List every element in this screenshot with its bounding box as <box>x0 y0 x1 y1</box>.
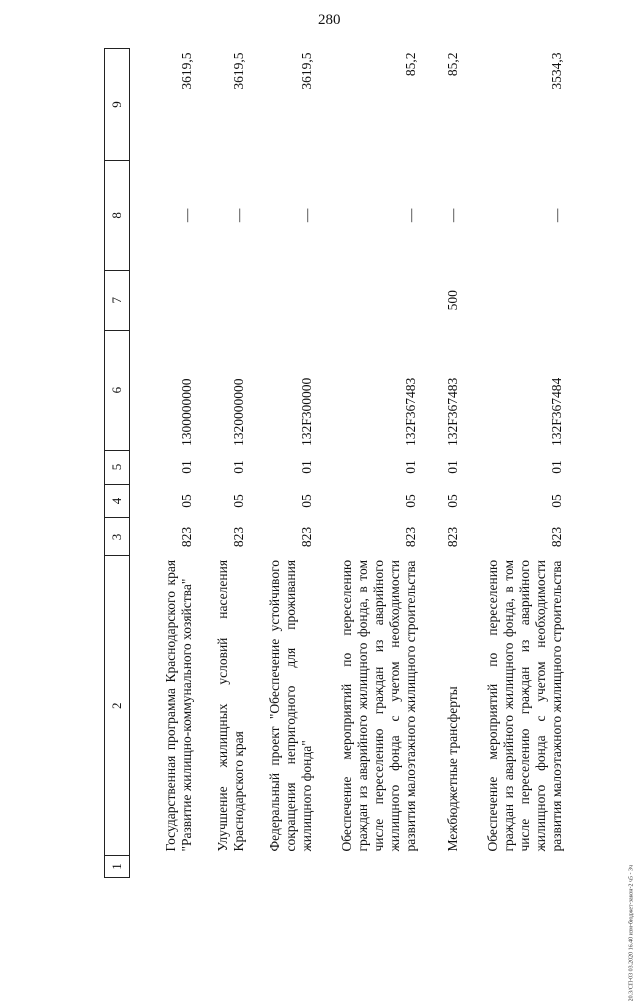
side-note: 20.3/СП-03 03.2020 16.40 изм-бюджет-закон-2 ч5 - 3ч <box>628 865 634 1001</box>
cell-c8: — <box>231 208 247 223</box>
cell-c4: 05 <box>445 494 461 508</box>
cell-c9: 85,2 <box>403 52 419 77</box>
cell-c4: 05 <box>179 494 195 508</box>
table-row <box>464 49 568 878</box>
header-cell: 4 <box>105 484 130 518</box>
cell-c5: 01 <box>549 460 565 474</box>
cell-c8: — <box>445 208 461 223</box>
cell-c4: 05 <box>231 494 247 508</box>
header-cell: 8 <box>105 160 130 270</box>
row-name: Государственная программа Краснодарского края "Развитие жилищно-коммунального хозяйства" <box>163 559 195 852</box>
cell-c9: 3619,5 <box>299 52 315 90</box>
cell-c8: — <box>403 208 419 223</box>
cell-c9: 85,2 <box>445 52 461 77</box>
cell-c8: — <box>179 208 195 223</box>
cell-c5: 01 <box>403 460 419 474</box>
cell-c7 <box>250 270 318 330</box>
cell-c5: 01 <box>299 460 315 474</box>
cell-c4: 05 <box>403 494 419 508</box>
cell-c8: — <box>549 208 565 223</box>
cell-c7 <box>318 270 422 330</box>
header-cell: 9 <box>105 49 130 161</box>
header-cell: 2 <box>105 556 130 856</box>
header-cell: 3 <box>105 518 130 556</box>
header-cell: 7 <box>105 270 130 330</box>
cell-c5: 01 <box>445 460 461 474</box>
cell-c5: 01 <box>231 460 247 474</box>
cell-c6: 132F367483 <box>445 377 461 447</box>
cell-c9: 3534,3 <box>549 52 565 90</box>
budget-table <box>104 48 568 878</box>
cell-c4: 05 <box>299 494 315 508</box>
header-row <box>105 49 130 878</box>
table-row <box>198 49 250 878</box>
cell-c8: — <box>299 208 315 223</box>
header-cell: 5 <box>105 450 130 484</box>
cell-c3: 823 <box>231 526 247 548</box>
cell-c6: 132F300000 <box>299 377 315 447</box>
cell-c9: 3619,5 <box>179 52 195 90</box>
cell-c6: 132F367484 <box>549 377 565 447</box>
table-row <box>318 49 422 878</box>
row-name: Межбюджетные трансферты <box>445 686 461 852</box>
cell-c7 <box>464 270 568 330</box>
cell-c7 <box>198 270 250 330</box>
table-row <box>130 49 198 878</box>
cell-c5: 01 <box>179 460 195 474</box>
cell-c6: 1320000000 <box>231 378 247 447</box>
rotated-table-container <box>104 48 604 878</box>
cell-c3: 823 <box>549 526 565 548</box>
cell-c6: 1300000000 <box>179 378 195 447</box>
row-name: Улучшение жилищных условий населения Краснодарского края <box>215 559 247 852</box>
row-name: Обеспечение мероприятий по переселению граждан из аварийного жилищного фонда, в том числе переселению граждан из аварийного жилищного фонда с учетом необходимости развития малоэтажного жилищного строительства <box>338 559 419 852</box>
cell-c3: 823 <box>403 526 419 548</box>
cell-c9: 3619,5 <box>231 52 247 90</box>
table-row <box>422 49 464 878</box>
cell-c7: 500 <box>445 290 461 311</box>
cell-c3: 823 <box>299 526 315 548</box>
cell-c3: 823 <box>179 526 195 548</box>
row-name: Обеспечение мероприятий по переселению граждан из аварийного жилищного фонда, в том числе переселению граждан из аварийного жилищного фонда с учетом необходимости развития малоэтажного жилищного строительства <box>484 559 565 852</box>
cell-c4: 05 <box>549 494 565 508</box>
table-row <box>250 49 318 878</box>
header-cell: 6 <box>105 330 130 450</box>
cell-c6: 132F367483 <box>403 377 419 447</box>
cell-c3: 823 <box>445 526 461 548</box>
header-cell: 1 <box>105 856 130 878</box>
cell-c7 <box>130 270 198 330</box>
row-name: Федеральный проект "Обеспечение устойчивого сокращения непригодного для проживания жилищного фонда" <box>266 559 315 852</box>
page-number: 280 <box>318 12 341 28</box>
